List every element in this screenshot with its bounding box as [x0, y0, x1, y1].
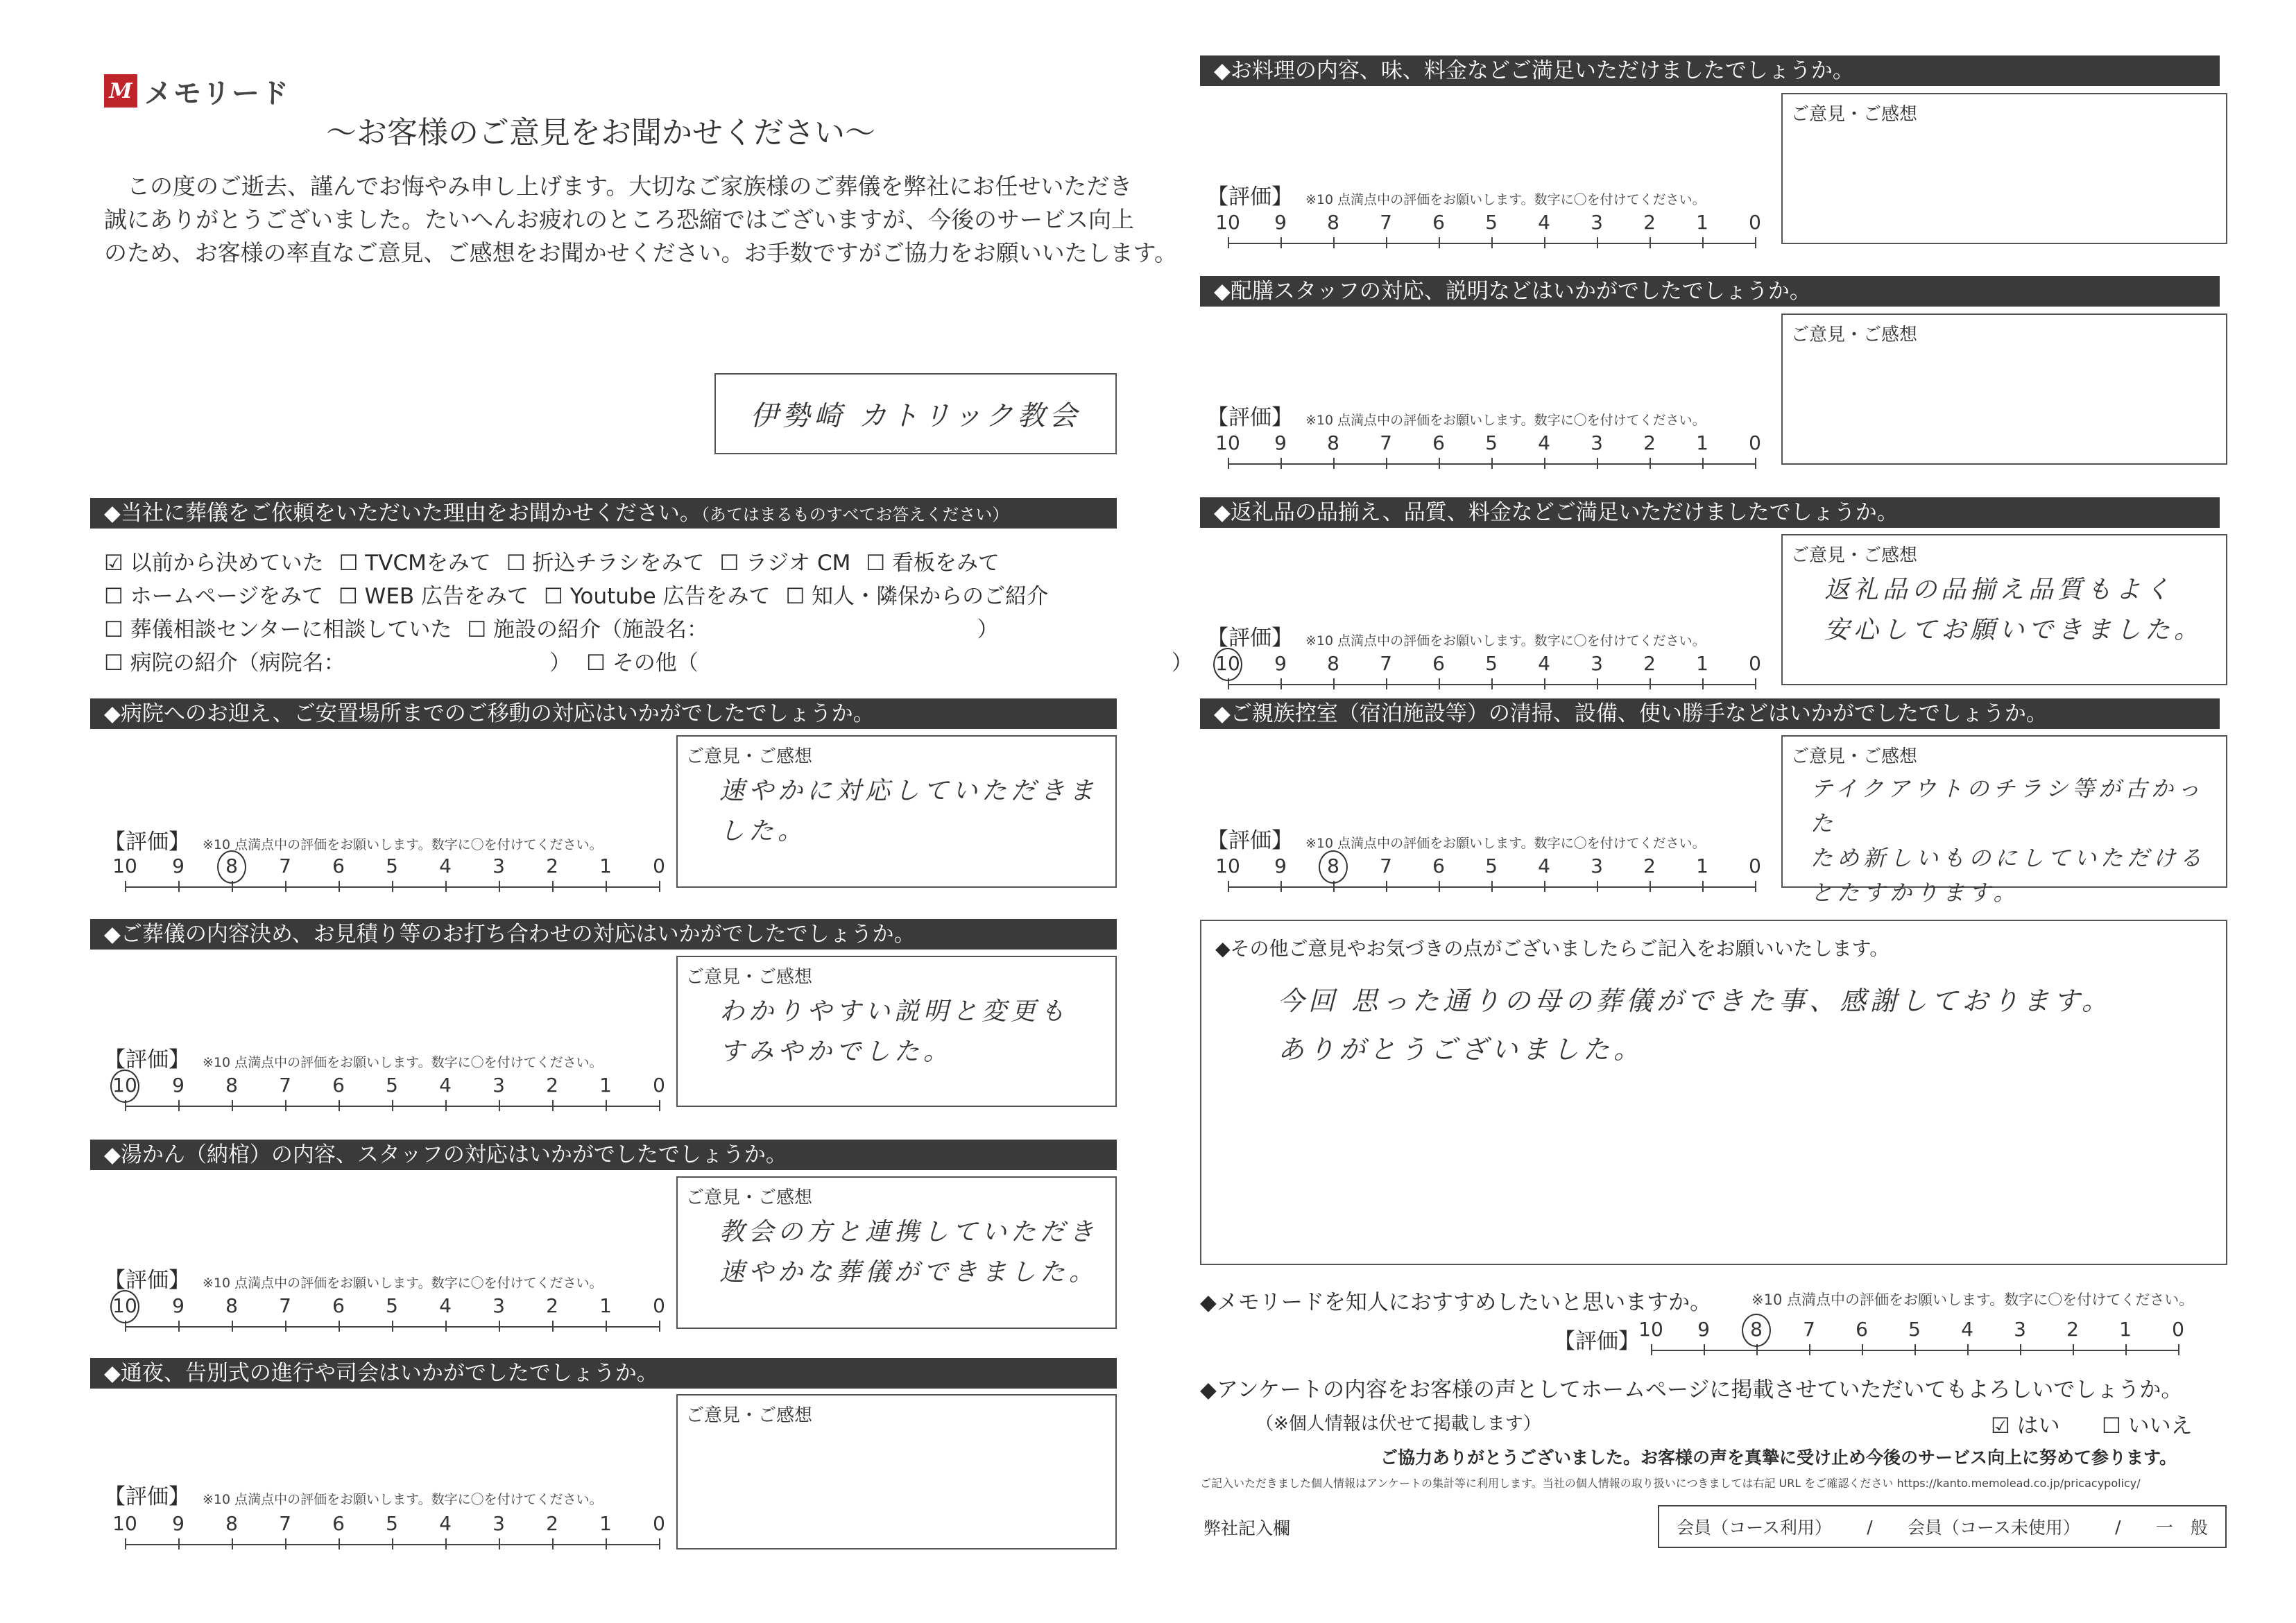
scale-tick [339, 1321, 340, 1332]
checkbox-option[interactable]: ☐ 病院の紹介（病院名： ） [104, 651, 572, 676]
separator: / [1867, 1516, 1873, 1537]
scale-tick [445, 1538, 447, 1549]
other-comments-box[interactable] [1200, 920, 2227, 1265]
scale-tick [1544, 678, 1545, 689]
scale-number-10[interactable]: 10 [1638, 1318, 1663, 1341]
venue-name-handwritten: 伊勢崎 カトリック教会 [750, 400, 1081, 432]
scale-tick [1650, 458, 1651, 469]
scale-tick [1280, 458, 1282, 469]
scale-number-1[interactable]: 1 [1696, 431, 1708, 454]
scale-number-4[interactable]: 4 [1538, 431, 1550, 454]
scale-number-0[interactable]: 0 [653, 855, 665, 877]
scale-number-9[interactable]: 9 [172, 1294, 185, 1317]
scale-tick [1650, 881, 1651, 892]
scale-number-1[interactable]: 1 [1696, 211, 1708, 234]
scale-number-7[interactable]: 7 [1380, 652, 1392, 675]
scale-tick [1967, 1344, 1969, 1355]
scale-number-9[interactable]: 9 [172, 855, 185, 877]
scale-number-3[interactable]: 3 [492, 1512, 505, 1535]
scale-number-4[interactable]: 4 [1538, 652, 1550, 675]
selected-score-circle [1319, 850, 1348, 884]
scale-tick [1280, 237, 1282, 248]
scale-tick [232, 1321, 233, 1332]
scale-number-4[interactable]: 4 [1961, 1318, 1973, 1341]
scale-number-3[interactable]: 3 [1591, 211, 1603, 234]
scale-number-5[interactable]: 5 [1485, 855, 1498, 877]
scale-tick [552, 1321, 554, 1332]
selected-score-circle [1213, 648, 1242, 681]
privacy-notice: ご記入いただきました個人情報はアンケートの集計等に利用します。当社の個人情報の取り扱いにつきましては右記 URL をご確認ください https://kanto.memolead.co.jp/pricacypolicy/ [1200, 1477, 2141, 1490]
rating-label: 【評価】 ※10 点満点中の評価をお願いします。数字に〇を付けてください。 [104, 1047, 603, 1072]
rating-label: 【評価】 ※10 点満点中の評価をお願いします。数字に〇を付けてください。 [1207, 828, 1706, 853]
comment-box[interactable] [676, 956, 1117, 1107]
scale-number-6[interactable]: 6 [332, 1294, 345, 1317]
member-option-course-used[interactable]: 会員（コース利用） [1677, 1518, 1832, 1538]
comment-box[interactable] [676, 1176, 1117, 1329]
rating-scale[interactable] [112, 1294, 665, 1336]
scale-tick [552, 1100, 554, 1111]
scale-tick [445, 1321, 447, 1332]
scale-tick [1280, 678, 1282, 689]
checkbox-option[interactable]: ☑ 以前から決めていた [104, 551, 324, 576]
scale-tick [1702, 678, 1704, 689]
scale-tick [2073, 1344, 2074, 1355]
comment-label: ご意見・ご感想 [686, 1405, 813, 1426]
scale-number-1[interactable]: 1 [599, 1512, 612, 1535]
scale-number-3[interactable]: 3 [1591, 431, 1603, 454]
scale-tick [659, 881, 660, 892]
scale-tick [606, 881, 607, 892]
question-header: ◆ご親族控室（宿泊施設等）の清掃、設備、使い勝手などはいかがでしたでしょうか。 [1200, 698, 2220, 729]
membership-box [1658, 1505, 2227, 1548]
scale-number-8[interactable]: 8 [1327, 652, 1339, 675]
scale-tick [125, 1538, 126, 1549]
scale-tick [1439, 678, 1440, 689]
scale-tick [1386, 458, 1387, 469]
scale-number-2[interactable]: 2 [1643, 652, 1656, 675]
scale-number-0[interactable]: 0 [653, 1074, 665, 1097]
scale-tick [1280, 881, 1282, 892]
checkbox-option[interactable]: ☐ ラジオ CM [719, 551, 851, 576]
rating-scale[interactable] [1215, 431, 1761, 473]
scale-number-5[interactable]: 5 [386, 1512, 398, 1535]
reasons-row-1 [104, 545, 1015, 576]
reasons-header-note: （あてはまるものすべてお答えください） [701, 505, 1009, 524]
checkbox-option[interactable]: ☐ 看板をみて [866, 551, 1000, 576]
scale-tick [1439, 237, 1440, 248]
scale-tick [1333, 237, 1335, 248]
scale-number-2[interactable]: 2 [1643, 431, 1656, 454]
scale-tick [1386, 678, 1387, 689]
scale-number-3[interactable]: 3 [1591, 652, 1603, 675]
scale-number-1[interactable]: 1 [599, 1294, 612, 1317]
scale-tick [659, 1100, 660, 1111]
logo-mark-icon: M [104, 74, 137, 108]
scale-tick [1597, 678, 1598, 689]
checkbox-option[interactable]: ☐ 折込チラシをみて [506, 551, 705, 576]
scale-tick [285, 1321, 286, 1332]
scale-tick [285, 1100, 286, 1111]
rating-label: 【評価】 [1554, 1329, 1640, 1354]
scale-tick [1439, 458, 1440, 469]
scale-number-8[interactable]: 8 [225, 855, 238, 877]
scale-number-7[interactable]: 7 [279, 1074, 291, 1097]
scale-tick [1386, 237, 1387, 248]
scale-number-4[interactable]: 4 [1538, 855, 1550, 877]
separator: / [2115, 1516, 2121, 1537]
question-header: ◆湯かん（納棺）の内容、スタッフの対応はいかがでしたでしょうか。 [90, 1140, 1117, 1170]
scale-number-2[interactable]: 2 [546, 855, 558, 877]
recommend-rating-scale[interactable] [1638, 1318, 2184, 1359]
intro-text [104, 170, 1178, 270]
checkbox-option[interactable]: ☐ 知人・隣保からのご紹介 [785, 584, 1049, 609]
rating-scale[interactable] [1215, 855, 1761, 896]
scale-number-5[interactable]: 5 [386, 1074, 398, 1097]
scale-tick [1597, 458, 1598, 469]
scale-number-0[interactable]: 0 [2172, 1318, 2184, 1341]
scale-number-10[interactable]: 10 [1215, 431, 1240, 454]
scale-tick [1650, 237, 1651, 248]
scale-tick [1702, 458, 1704, 469]
office-use-label: 弊社記入欄 [1203, 1518, 1291, 1538]
scale-number-8[interactable]: 8 [1327, 211, 1339, 234]
scale-number-0[interactable]: 0 [1749, 855, 1761, 877]
scale-number-3[interactable]: 3 [492, 1294, 505, 1317]
scale-tick [1755, 678, 1756, 689]
scale-number-0[interactable]: 0 [1749, 211, 1761, 234]
comment-box[interactable] [1781, 93, 2227, 244]
scale-number-7[interactable]: 7 [1380, 211, 1392, 234]
scale-number-5[interactable]: 5 [1485, 431, 1498, 454]
scale-number-4[interactable]: 4 [439, 1074, 452, 1097]
scale-number-2[interactable]: 2 [1643, 855, 1656, 877]
scale-number-1[interactable]: 1 [599, 1074, 612, 1097]
scale-number-9[interactable]: 9 [1697, 1318, 1710, 1341]
scale-number-0[interactable]: 0 [653, 1512, 665, 1535]
scale-number-9[interactable]: 9 [1274, 211, 1287, 234]
scale-tick [1862, 1344, 1863, 1355]
scale-number-0[interactable]: 0 [1749, 652, 1761, 675]
checkbox-option[interactable]: ☐ ホームページをみて [104, 584, 324, 609]
checkbox-option[interactable]: ☐ TVCMをみて [339, 551, 491, 576]
scale-tick [1702, 881, 1704, 892]
member-option-course-unused[interactable]: 会員（コース未使用） [1907, 1518, 2080, 1538]
scale-tick [1914, 1344, 1916, 1355]
scale-number-6[interactable]: 6 [1432, 855, 1445, 877]
rating-label: 【評価】 ※10 点満点中の評価をお願いします。数字に〇を付けてください。 [1207, 184, 1706, 209]
scale-number-6[interactable]: 6 [332, 1074, 345, 1097]
rating-scale[interactable] [112, 855, 665, 896]
scale-tick [285, 1538, 286, 1549]
scale-tick [1755, 881, 1756, 892]
other-comments-text: 今回 思った通りの母の葬儀ができた事、感謝しております。 ありがとうございました。 [1278, 986, 2113, 1065]
scale-number-7[interactable]: 7 [1803, 1318, 1815, 1341]
reasons-row-3 [104, 612, 1014, 643]
scale-tick [1333, 458, 1335, 469]
venue-name-box[interactable] [714, 373, 1117, 454]
checkbox-option[interactable]: ☐ 施設の紹介（施設名： ） [467, 617, 999, 642]
scale-number-3[interactable]: 3 [2014, 1318, 2026, 1341]
rating-label: 【評価】 ※10 点満点中の評価をお願いします。数字に〇を付けてください。 [104, 1484, 603, 1509]
scale-number-10[interactable]: 10 [1215, 211, 1240, 234]
scale-number-2[interactable]: 2 [546, 1074, 558, 1097]
scale-tick [445, 1100, 447, 1111]
scale-tick [339, 881, 340, 892]
scale-tick [606, 1100, 607, 1111]
scale-tick [552, 1538, 554, 1549]
scale-number-8[interactable]: 8 [225, 1074, 238, 1097]
scale-number-1[interactable]: 1 [1696, 855, 1708, 877]
question-header: ◆配膳スタッフの対応、説明などはいかがでしたでしょうか。 [1200, 276, 2220, 307]
rating-label: 【評価】 ※10 点満点中の評価をお願いします。数字に〇を付けてください。 [104, 1268, 603, 1293]
scale-number-2[interactable]: 2 [1643, 211, 1656, 234]
checkbox-option[interactable]: ☐ WEB 広告をみて [339, 584, 529, 609]
selected-score-circle [110, 1070, 139, 1103]
selected-score-circle [1742, 1314, 1771, 1347]
comment-label: ご意見・ご感想 [1791, 104, 1918, 125]
scale-number-2[interactable]: 2 [2066, 1318, 2079, 1341]
recommend-note: ※10 点満点中の評価をお願いします。数字に〇を付けてください。 [1751, 1291, 2194, 1308]
scale-number-8[interactable]: 8 [225, 1294, 238, 1317]
scale-tick [659, 1321, 660, 1332]
scale-tick [1651, 1344, 1652, 1355]
rating-label: 【評価】 ※10 点満点中の評価をお願いします。数字に〇を付けてください。 [104, 830, 603, 855]
publish-question: ◆アンケートの内容をお客様の声としてホームページに掲載させていただいてもよろしいでしょうか。 [1200, 1377, 2183, 1402]
scale-tick [1491, 237, 1493, 248]
scale-number-2[interactable]: 2 [546, 1512, 558, 1535]
recommend-question: ◆メモリードを知人におすすめしたいと思いますか。 [1200, 1290, 1712, 1315]
scale-number-0[interactable]: 0 [1749, 431, 1761, 454]
scale-number-7[interactable]: 7 [279, 1512, 291, 1535]
checkbox-option[interactable]: ☐ 葬儀相談センターに相談していた [104, 617, 452, 642]
scale-tick [1544, 458, 1545, 469]
comment-label: ご意見・ご感想 [1791, 325, 1918, 345]
scale-tick [178, 1100, 180, 1111]
rating-scale[interactable] [112, 1512, 665, 1554]
intro-line: のため、お客様の率直なご意見、ご感想をお聞かせください。お手数ですがご協力をお願いいたします。 [104, 239, 1178, 266]
comment-text: テイクアウトのチラシ等が古かった ため新しいものにしていただける とたすかります。 [1810, 775, 2207, 906]
scale-tick [1491, 678, 1493, 689]
scale-tick [606, 1321, 607, 1332]
scale-tick [339, 1538, 340, 1549]
question-header: ◆ご葬儀の内容決め、お見積り等のお打ち合わせの対応はいかがでしたでしょうか。 [90, 919, 1117, 950]
scale-number-5[interactable]: 5 [386, 1294, 398, 1317]
scale-number-1[interactable]: 1 [2119, 1318, 2132, 1341]
scale-number-3[interactable]: 3 [492, 855, 505, 877]
scale-number-5[interactable]: 5 [1485, 652, 1498, 675]
scale-tick [499, 1538, 500, 1549]
scale-tick [1650, 678, 1651, 689]
scale-tick [339, 1100, 340, 1111]
scale-tick [1228, 881, 1229, 892]
scale-number-10[interactable]: 10 [1215, 855, 1240, 877]
scale-tick [1491, 458, 1493, 469]
scale-tick [606, 1538, 607, 1549]
scale-number-4[interactable]: 4 [439, 855, 452, 877]
scale-tick [499, 1100, 500, 1111]
scale-number-6[interactable]: 6 [332, 1512, 345, 1535]
scale-tick [499, 881, 500, 892]
scale-number-9[interactable]: 9 [172, 1512, 185, 1535]
question-header: ◆通夜、告別式の進行や司会はいかがでしたでしょうか。 [90, 1358, 1117, 1389]
scale-tick [1597, 881, 1598, 892]
scale-number-4[interactable]: 4 [439, 1512, 452, 1535]
scale-tick [1755, 237, 1756, 248]
comment-box[interactable] [1781, 735, 2227, 906]
scale-number-2[interactable]: 2 [546, 1294, 558, 1317]
intro-line: この度のご逝去、謹んでお悔やみ申し上げます。大切なご家族様のご葬儀を弊社にお任せいただき [104, 173, 1133, 200]
comment-label: ご意見・ご感想 [686, 967, 813, 988]
rating-scale[interactable] [112, 1074, 665, 1115]
scale-tick [392, 1100, 393, 1111]
scale-number-7[interactable]: 7 [1380, 431, 1392, 454]
comment-text: わかりやすい説明と変更も すみやかでした。 [719, 997, 1070, 1066]
scale-number-9[interactable]: 9 [1274, 855, 1287, 877]
comment-box[interactable] [1781, 534, 2227, 685]
scale-number-7[interactable]: 7 [279, 855, 291, 877]
scale-tick [1439, 881, 1440, 892]
scale-number-5[interactable]: 5 [1908, 1318, 1921, 1341]
checkbox-option[interactable]: ☐ その他（ ） [586, 651, 1193, 676]
company-logo [104, 73, 290, 109]
page-title: ～お客様のご意見をお聞かせください～ [326, 115, 875, 151]
comment-box[interactable] [1781, 314, 2227, 465]
scale-number-10[interactable]: 10 [112, 1512, 137, 1535]
scale-number-7[interactable]: 7 [279, 1294, 291, 1317]
scale-tick [178, 1321, 180, 1332]
scale-tick [1755, 458, 1756, 469]
scale-tick [1228, 237, 1229, 248]
checkbox-option[interactable]: ☐ Youtube 広告をみて [544, 584, 771, 609]
scale-number-9[interactable]: 9 [172, 1074, 185, 1097]
publish-note: （※個人情報は伏せて掲載します） [1256, 1414, 1541, 1434]
scale-number-6[interactable]: 6 [1432, 652, 1445, 675]
scale-tick [1809, 1344, 1810, 1355]
scale-tick [392, 1321, 393, 1332]
scale-number-0[interactable]: 0 [653, 1294, 665, 1317]
scale-tick [1597, 237, 1598, 248]
thanks-message: ご協力ありがとうございました。お客様の声を真摯に受け止め今後のサービス向上に努めて参ります。 [1380, 1448, 2177, 1468]
scale-number-6[interactable]: 6 [1856, 1318, 1868, 1341]
reasons-header-text: ◆当社に葬儀をご依頼をいただいた理由をお聞かせください。 [104, 501, 701, 526]
scale-number-9[interactable]: 9 [1274, 431, 1287, 454]
scale-number-8[interactable]: 8 [1327, 855, 1339, 877]
comment-label: ご意見・ご感想 [1791, 746, 1918, 767]
scale-tick [232, 1538, 233, 1549]
scale-number-5[interactable]: 5 [1485, 211, 1498, 234]
scale-number-6[interactable]: 6 [1432, 431, 1445, 454]
comment-box[interactable] [676, 1394, 1117, 1549]
scale-number-6[interactable]: 6 [332, 855, 345, 877]
scale-tick [1491, 881, 1493, 892]
scale-tick [445, 881, 447, 892]
comment-label: ご意見・ご感想 [686, 1187, 813, 1208]
scale-number-1[interactable]: 1 [1696, 652, 1708, 675]
scale-tick [499, 1321, 500, 1332]
reasons-row-4 [104, 645, 1208, 676]
reasons-row-2 [104, 578, 1063, 610]
comment-label: ご意見・ご感想 [686, 746, 813, 767]
scale-number-8[interactable]: 8 [1327, 431, 1339, 454]
reasons-header [90, 498, 1117, 529]
scale-tick [232, 1100, 233, 1111]
other-comments-label: ◆その他ご意見やお気づきの点がございましたらご記入をお願いいたします。 [1215, 937, 1890, 960]
scale-number-10[interactable]: 10 [112, 1074, 137, 1097]
scale-tick [1544, 881, 1545, 892]
rating-label: 【評価】 ※10 点満点中の評価をお願いします。数字に〇を付けてください。 [1207, 405, 1706, 430]
scale-number-4[interactable]: 4 [1538, 211, 1550, 234]
scale-tick [1702, 237, 1704, 248]
scale-number-9[interactable]: 9 [1274, 652, 1287, 675]
scale-tick [178, 881, 180, 892]
scale-tick [2178, 1344, 2179, 1355]
scale-number-10[interactable]: 10 [112, 1294, 137, 1317]
question-header: ◆病院へのお迎え、ご安置場所までのご移動の対応はいかがでしたでしょうか。 [90, 698, 1117, 729]
scale-tick [1228, 458, 1229, 469]
scale-number-3[interactable]: 3 [1591, 855, 1603, 877]
intro-line: 誠にありがとうございました。たいへんお疲れのところ恐縮ではございますが、今後のサービス向上 [104, 206, 1134, 233]
scale-number-5[interactable]: 5 [386, 855, 398, 877]
publish-no-checkbox[interactable]: ☐ いいえ [2102, 1414, 2193, 1439]
scale-tick [392, 881, 393, 892]
scale-tick [2125, 1344, 2127, 1355]
rating-scale[interactable] [1215, 211, 1761, 252]
logo-text: メモリード [144, 77, 290, 110]
scale-tick [659, 1538, 660, 1549]
scale-number-3[interactable]: 3 [492, 1074, 505, 1097]
scale-tick [1386, 881, 1387, 892]
scale-tick [1544, 237, 1545, 248]
member-option-general[interactable]: 一 般 [2155, 1518, 2208, 1538]
comment-label: ご意見・ご感想 [1791, 545, 1918, 566]
scale-tick [178, 1538, 180, 1549]
scale-number-10[interactable]: 10 [112, 855, 137, 877]
rating-scale[interactable] [1215, 652, 1761, 694]
scale-tick [125, 881, 126, 892]
scale-number-8[interactable]: 8 [225, 1512, 238, 1535]
scale-tick [2020, 1344, 2021, 1355]
rating-label: 【評価】 ※10 点満点中の評価をお願いします。数字に〇を付けてください。 [1207, 626, 1706, 651]
scale-tick [552, 881, 554, 892]
scale-tick [392, 1538, 393, 1549]
comment-text: 返礼品の品揃え品質もよく 安心してお願いできました。 [1824, 576, 2204, 644]
scale-number-10[interactable]: 10 [1215, 652, 1240, 675]
publish-yes-checkbox[interactable]: ☑ はい [1991, 1414, 2060, 1439]
question-header: ◆返礼品の品揃え、品質、料金などご満足いただけましたでしょうか。 [1200, 497, 2220, 528]
question-header: ◆お料理の内容、味、料金などご満足いただけましたでしょうか。 [1200, 55, 2220, 86]
scale-tick [285, 881, 286, 892]
selected-score-circle [110, 1290, 139, 1323]
scale-tick [1333, 678, 1335, 689]
selected-score-circle [217, 850, 246, 884]
scale-number-1[interactable]: 1 [599, 855, 612, 877]
scale-number-7[interactable]: 7 [1380, 855, 1392, 877]
scale-number-6[interactable]: 6 [1432, 211, 1445, 234]
comment-box[interactable] [676, 735, 1117, 888]
scale-number-4[interactable]: 4 [439, 1294, 452, 1317]
scale-tick [1704, 1344, 1705, 1355]
comment-text: 教会の方と連携していただき 速やかな葬儀ができました。 [719, 1218, 1099, 1287]
comment-text: 速やかに対応していただきました。 [719, 777, 1099, 845]
scale-number-8[interactable]: 8 [1750, 1318, 1763, 1341]
